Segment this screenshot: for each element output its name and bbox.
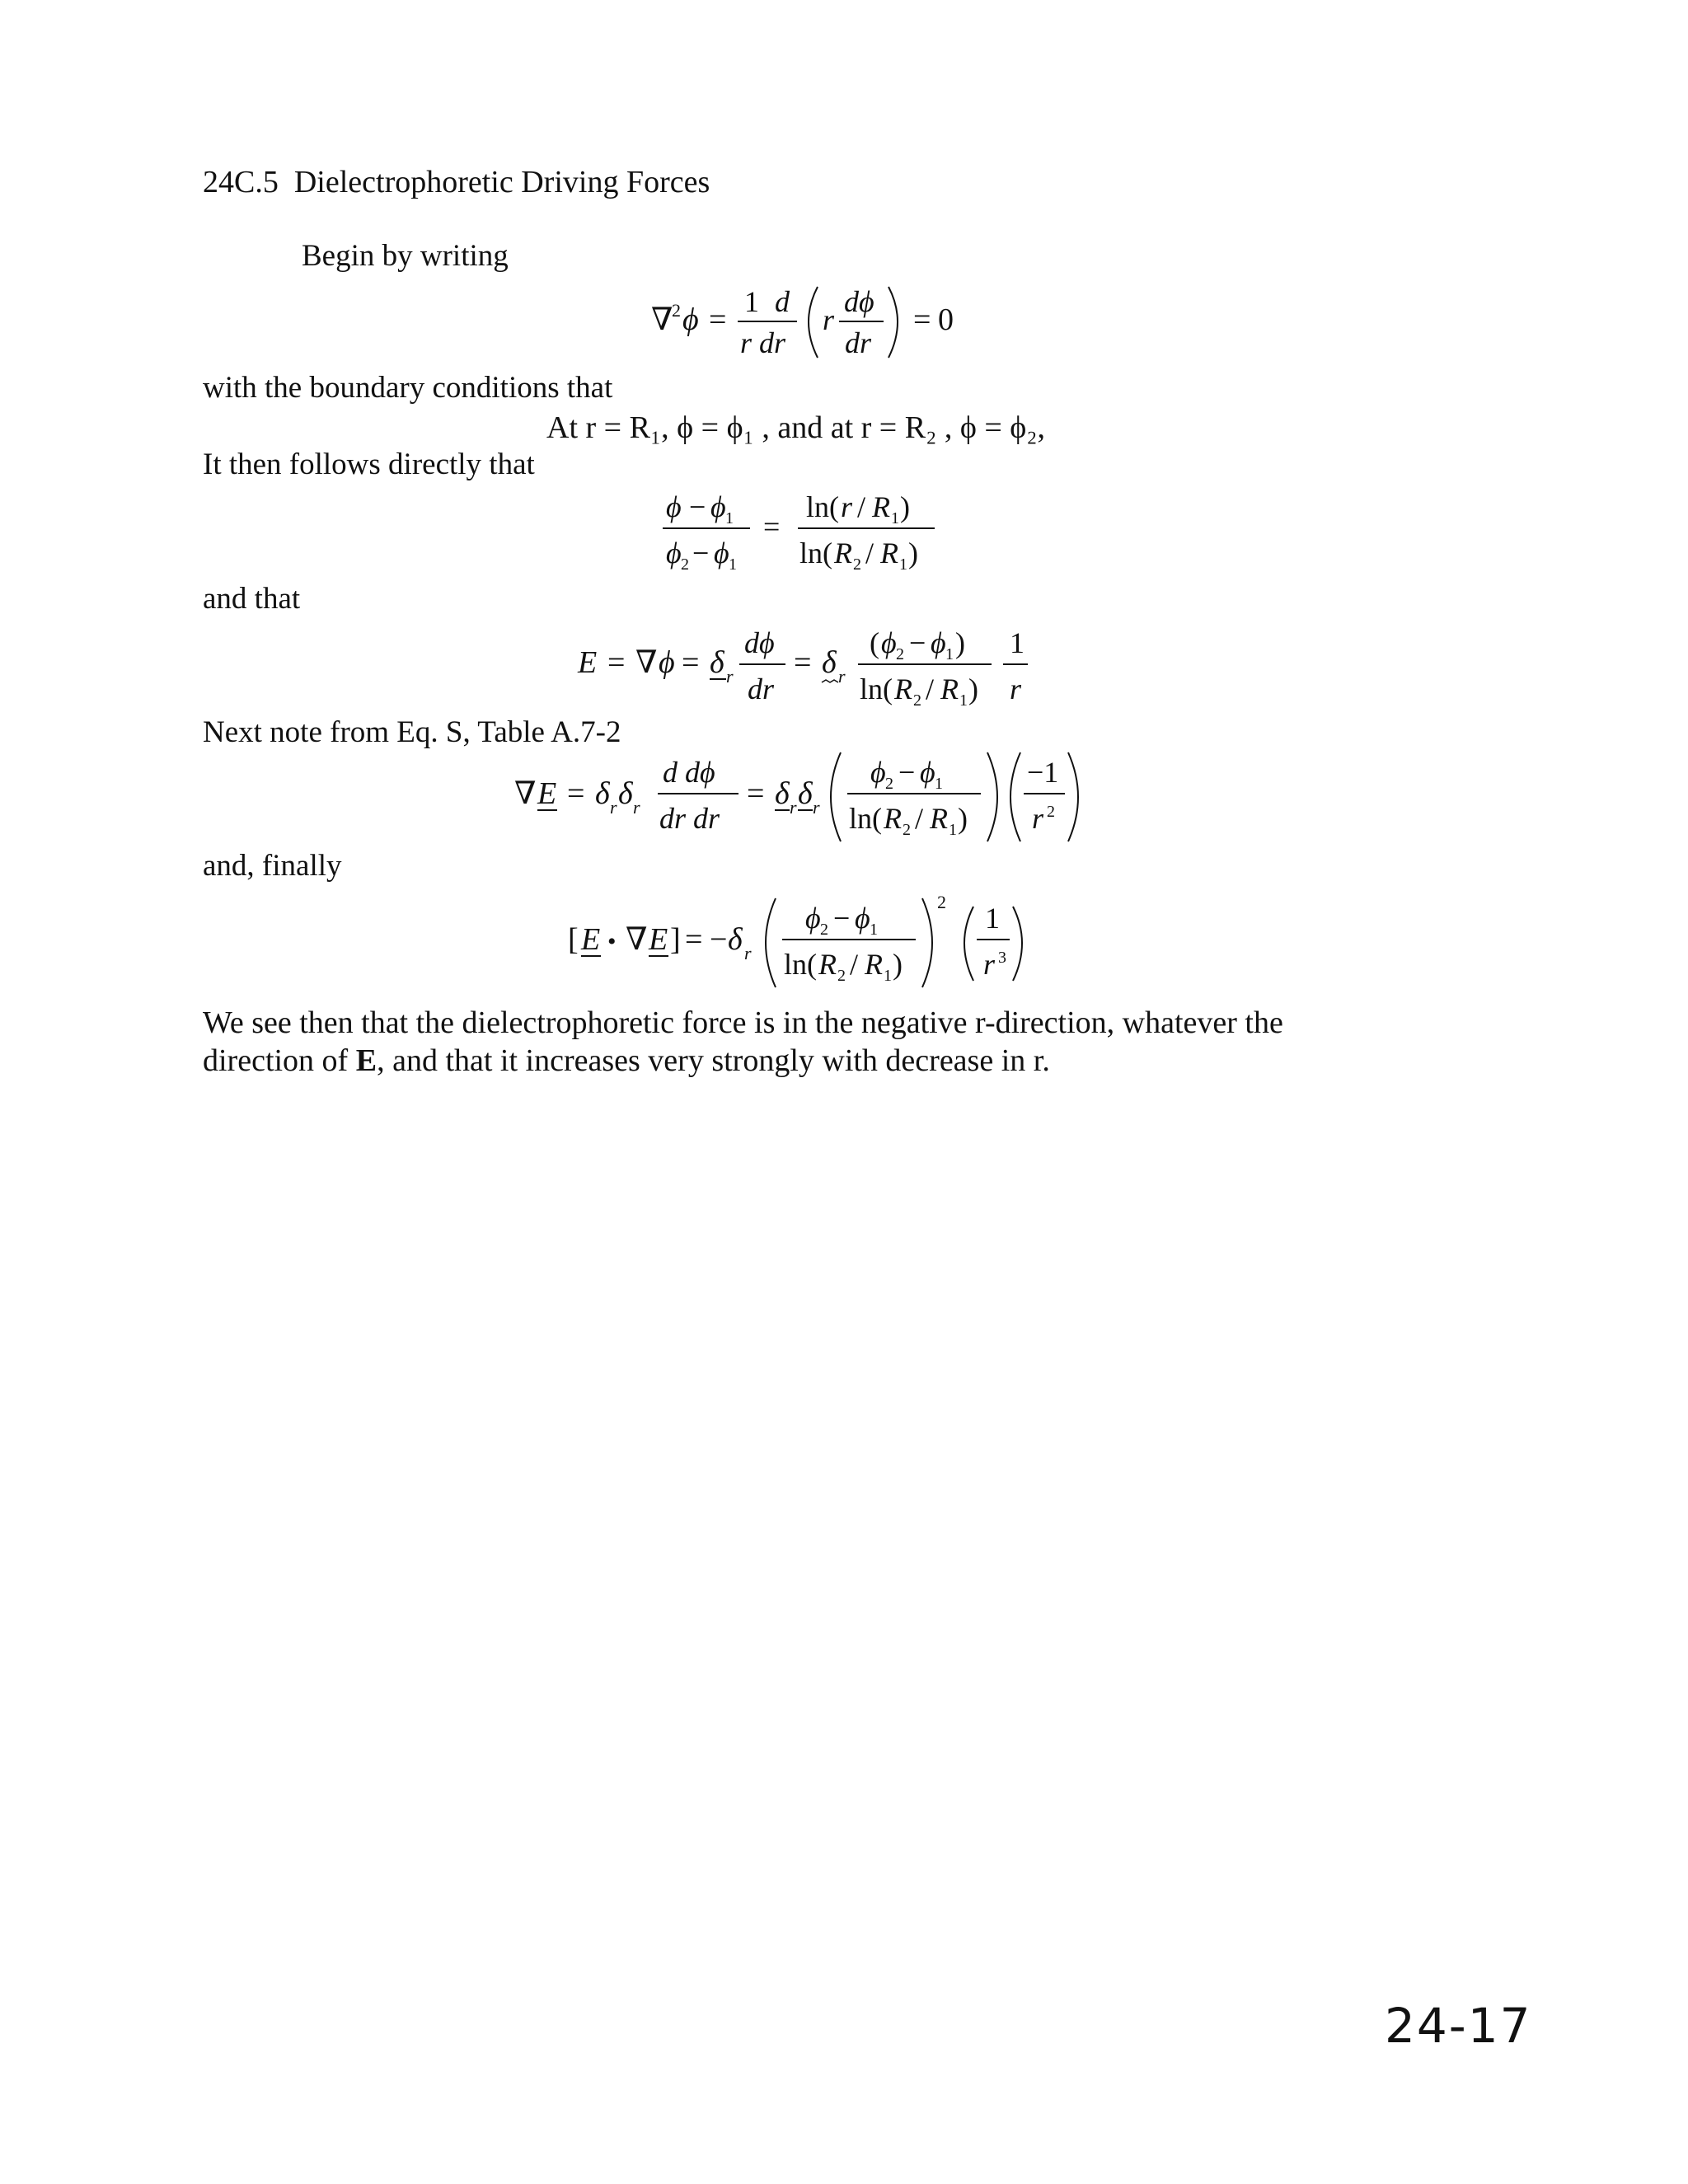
svg-text:1: 1	[899, 555, 907, 574]
equation-profile	[659, 482, 956, 577]
svg-text:r: r	[838, 666, 846, 687]
svg-text:r: r	[1032, 802, 1044, 835]
svg-text:δ: δ	[728, 922, 743, 957]
svg-text:2: 2	[672, 300, 681, 321]
page-number: 24-17	[1385, 1998, 1532, 2054]
svg-text:−: −	[689, 490, 706, 523]
svg-text:−: −	[692, 537, 710, 569]
svg-text:=: =	[685, 922, 703, 957]
svg-text:1: 1	[725, 509, 734, 527]
svg-text:]: ]	[670, 922, 681, 957]
text-begin: Begin by writing	[302, 239, 509, 273]
svg-text:r dr: r dr	[740, 326, 786, 359]
svg-text:(: (	[870, 626, 879, 659]
svg-text:=: =	[709, 302, 727, 337]
svg-text:R: R	[940, 673, 959, 705]
svg-text:R: R	[930, 802, 948, 835]
svg-text:δ: δ	[798, 776, 813, 811]
section-title: Dielectrophoretic Driving Forces	[293, 165, 710, 199]
section-number: 24C.5	[203, 165, 279, 199]
svg-text:ln(: ln(	[860, 673, 893, 705]
svg-text:): )	[908, 537, 918, 569]
svg-text:): )	[955, 626, 965, 659]
text-conclusion-line1: We see then that the dielectrophoretic force is in the negative r-direction, whatever the	[203, 1005, 1283, 1040]
svg-text:1: 1	[985, 902, 1000, 935]
svg-text:δ: δ	[775, 776, 790, 811]
svg-text:2: 2	[913, 691, 921, 710]
svg-text:R: R	[880, 537, 898, 569]
svg-text:2: 2	[820, 921, 828, 939]
svg-text:r: r	[813, 797, 820, 818]
section-heading	[203, 166, 710, 198]
svg-text:/: /	[850, 948, 859, 981]
text-and-that: and that	[203, 582, 301, 616]
svg-text:r: r	[633, 797, 640, 818]
svg-text:=: =	[567, 776, 585, 811]
svg-text:r: r	[1010, 673, 1022, 705]
svg-text:ln(: ln(	[849, 802, 882, 835]
svg-text:∇: ∇	[514, 776, 537, 811]
svg-text:∇: ∇	[651, 302, 673, 337]
svg-text:2: 2	[837, 967, 846, 985]
svg-text:ϕ: ϕ	[870, 756, 886, 789]
svg-text:δ: δ	[595, 776, 610, 811]
svg-text:=: =	[682, 645, 700, 680]
svg-text:ϕ: ϕ	[710, 490, 726, 523]
svg-text:1: 1	[945, 645, 954, 663]
svg-text:1: 1	[949, 821, 957, 839]
equation-gradient	[511, 746, 1104, 849]
svg-text:r: r	[744, 943, 752, 963]
svg-text:dϕ: dϕ	[844, 285, 874, 318]
svg-text:/: /	[857, 490, 866, 523]
svg-text:∇: ∇	[635, 645, 658, 680]
svg-text:=: =	[607, 645, 626, 680]
text-next-note: Next note from Eq. S, Table A.7-2	[203, 715, 621, 749]
svg-text:δ: δ	[710, 645, 724, 680]
svg-text:2: 2	[1047, 803, 1055, 821]
svg-text:ϕ: ϕ	[931, 626, 946, 659]
svg-text:=: =	[794, 645, 812, 680]
equation-force	[565, 883, 1059, 995]
svg-text:−1: −1	[1027, 756, 1059, 789]
text-conclusion-part: direction of	[203, 1043, 356, 1078]
svg-text:1: 1	[959, 691, 968, 710]
svg-text:1: 1	[744, 285, 759, 318]
svg-text:r: r	[790, 797, 797, 818]
svg-text:=: =	[763, 510, 781, 543]
svg-text:r: r	[983, 948, 996, 981]
svg-text:1: 1	[870, 921, 878, 939]
svg-text:3: 3	[998, 949, 1006, 967]
svg-text:E: E	[537, 776, 557, 811]
svg-text:r: r	[823, 303, 835, 336]
equation-field	[573, 618, 1043, 713]
svg-text:ln(: ln(	[799, 537, 832, 569]
svg-text:−: −	[833, 902, 851, 935]
svg-text:): )	[893, 948, 903, 981]
svg-text:d: d	[775, 285, 790, 318]
svg-text:ϕ: ϕ	[805, 902, 821, 935]
svg-text:): )	[958, 802, 968, 835]
svg-text:dr: dr	[845, 326, 872, 359]
svg-text:): )	[900, 490, 910, 523]
svg-text:r: r	[841, 490, 853, 523]
svg-text:E: E	[581, 922, 601, 957]
svg-text:=: =	[913, 302, 931, 337]
svg-text:2: 2	[853, 555, 861, 574]
text-conclusion-part: , and that it increases very strongly with decrease in r.	[377, 1043, 1050, 1078]
svg-text:−: −	[710, 922, 728, 957]
svg-text:2: 2	[903, 821, 911, 839]
text-conditions: At r = R₁, ϕ = ϕ₁ , and at r = R₂ , ϕ = ϕ₂,	[546, 410, 1046, 445]
svg-text:/: /	[915, 802, 924, 835]
svg-text:R: R	[894, 673, 912, 705]
svg-text:∇: ∇	[626, 922, 648, 957]
svg-text:R: R	[818, 948, 837, 981]
svg-text:ϕ: ϕ	[855, 902, 870, 935]
svg-text:δ: δ	[822, 645, 837, 680]
svg-text:ϕ: ϕ	[666, 490, 682, 523]
text-finally: and, finally	[203, 849, 342, 883]
svg-text:ϕ: ϕ	[682, 302, 699, 337]
svg-text:/: /	[865, 537, 874, 569]
svg-text:ln(: ln(	[806, 490, 839, 523]
svg-text:/: /	[926, 673, 935, 705]
svg-text:E: E	[649, 922, 668, 957]
text-follows: It then follows directly that	[203, 448, 535, 481]
svg-text:0: 0	[938, 302, 954, 337]
svg-text:R: R	[865, 948, 883, 981]
equation-laplace	[643, 279, 989, 369]
text-boundary: with the boundary conditions that	[203, 371, 613, 405]
svg-text:1: 1	[729, 555, 737, 574]
svg-text:): )	[968, 673, 978, 705]
svg-text:dϕ: dϕ	[744, 626, 775, 659]
svg-text:R: R	[884, 802, 902, 835]
svg-text:1: 1	[891, 509, 899, 527]
svg-text:ϕ: ϕ	[920, 756, 935, 789]
svg-text:ln(: ln(	[784, 948, 817, 981]
svg-text:1: 1	[935, 775, 943, 793]
svg-text:δ: δ	[618, 776, 633, 811]
svg-text:dr: dr	[748, 673, 775, 705]
svg-text:ϕ: ϕ	[666, 537, 682, 569]
svg-text:1: 1	[1010, 626, 1025, 659]
text-conclusion-bold-E: E	[355, 1043, 377, 1078]
svg-text:1: 1	[884, 967, 892, 985]
svg-text:ϕ: ϕ	[659, 645, 675, 680]
svg-text:−: −	[909, 626, 926, 659]
svg-text:[: [	[568, 922, 579, 957]
svg-text:2: 2	[937, 892, 946, 912]
svg-text:2: 2	[885, 775, 893, 793]
svg-text:dr dr: dr dr	[659, 802, 720, 835]
svg-text:r: r	[726, 666, 734, 687]
svg-text:R: R	[872, 490, 890, 523]
svg-text:−: −	[898, 756, 916, 789]
svg-text:d dϕ: d dϕ	[663, 756, 715, 789]
svg-text:2: 2	[681, 555, 689, 574]
svg-text:ϕ: ϕ	[881, 626, 897, 659]
svg-text:ϕ: ϕ	[714, 537, 729, 569]
svg-text:•: •	[607, 928, 617, 955]
svg-text:E: E	[578, 645, 598, 680]
svg-text:=: =	[747, 776, 765, 811]
svg-text:2: 2	[896, 645, 904, 663]
svg-text:R: R	[834, 537, 852, 569]
text-conclusion-line2	[203, 1045, 1050, 1076]
svg-text:r: r	[610, 797, 617, 818]
